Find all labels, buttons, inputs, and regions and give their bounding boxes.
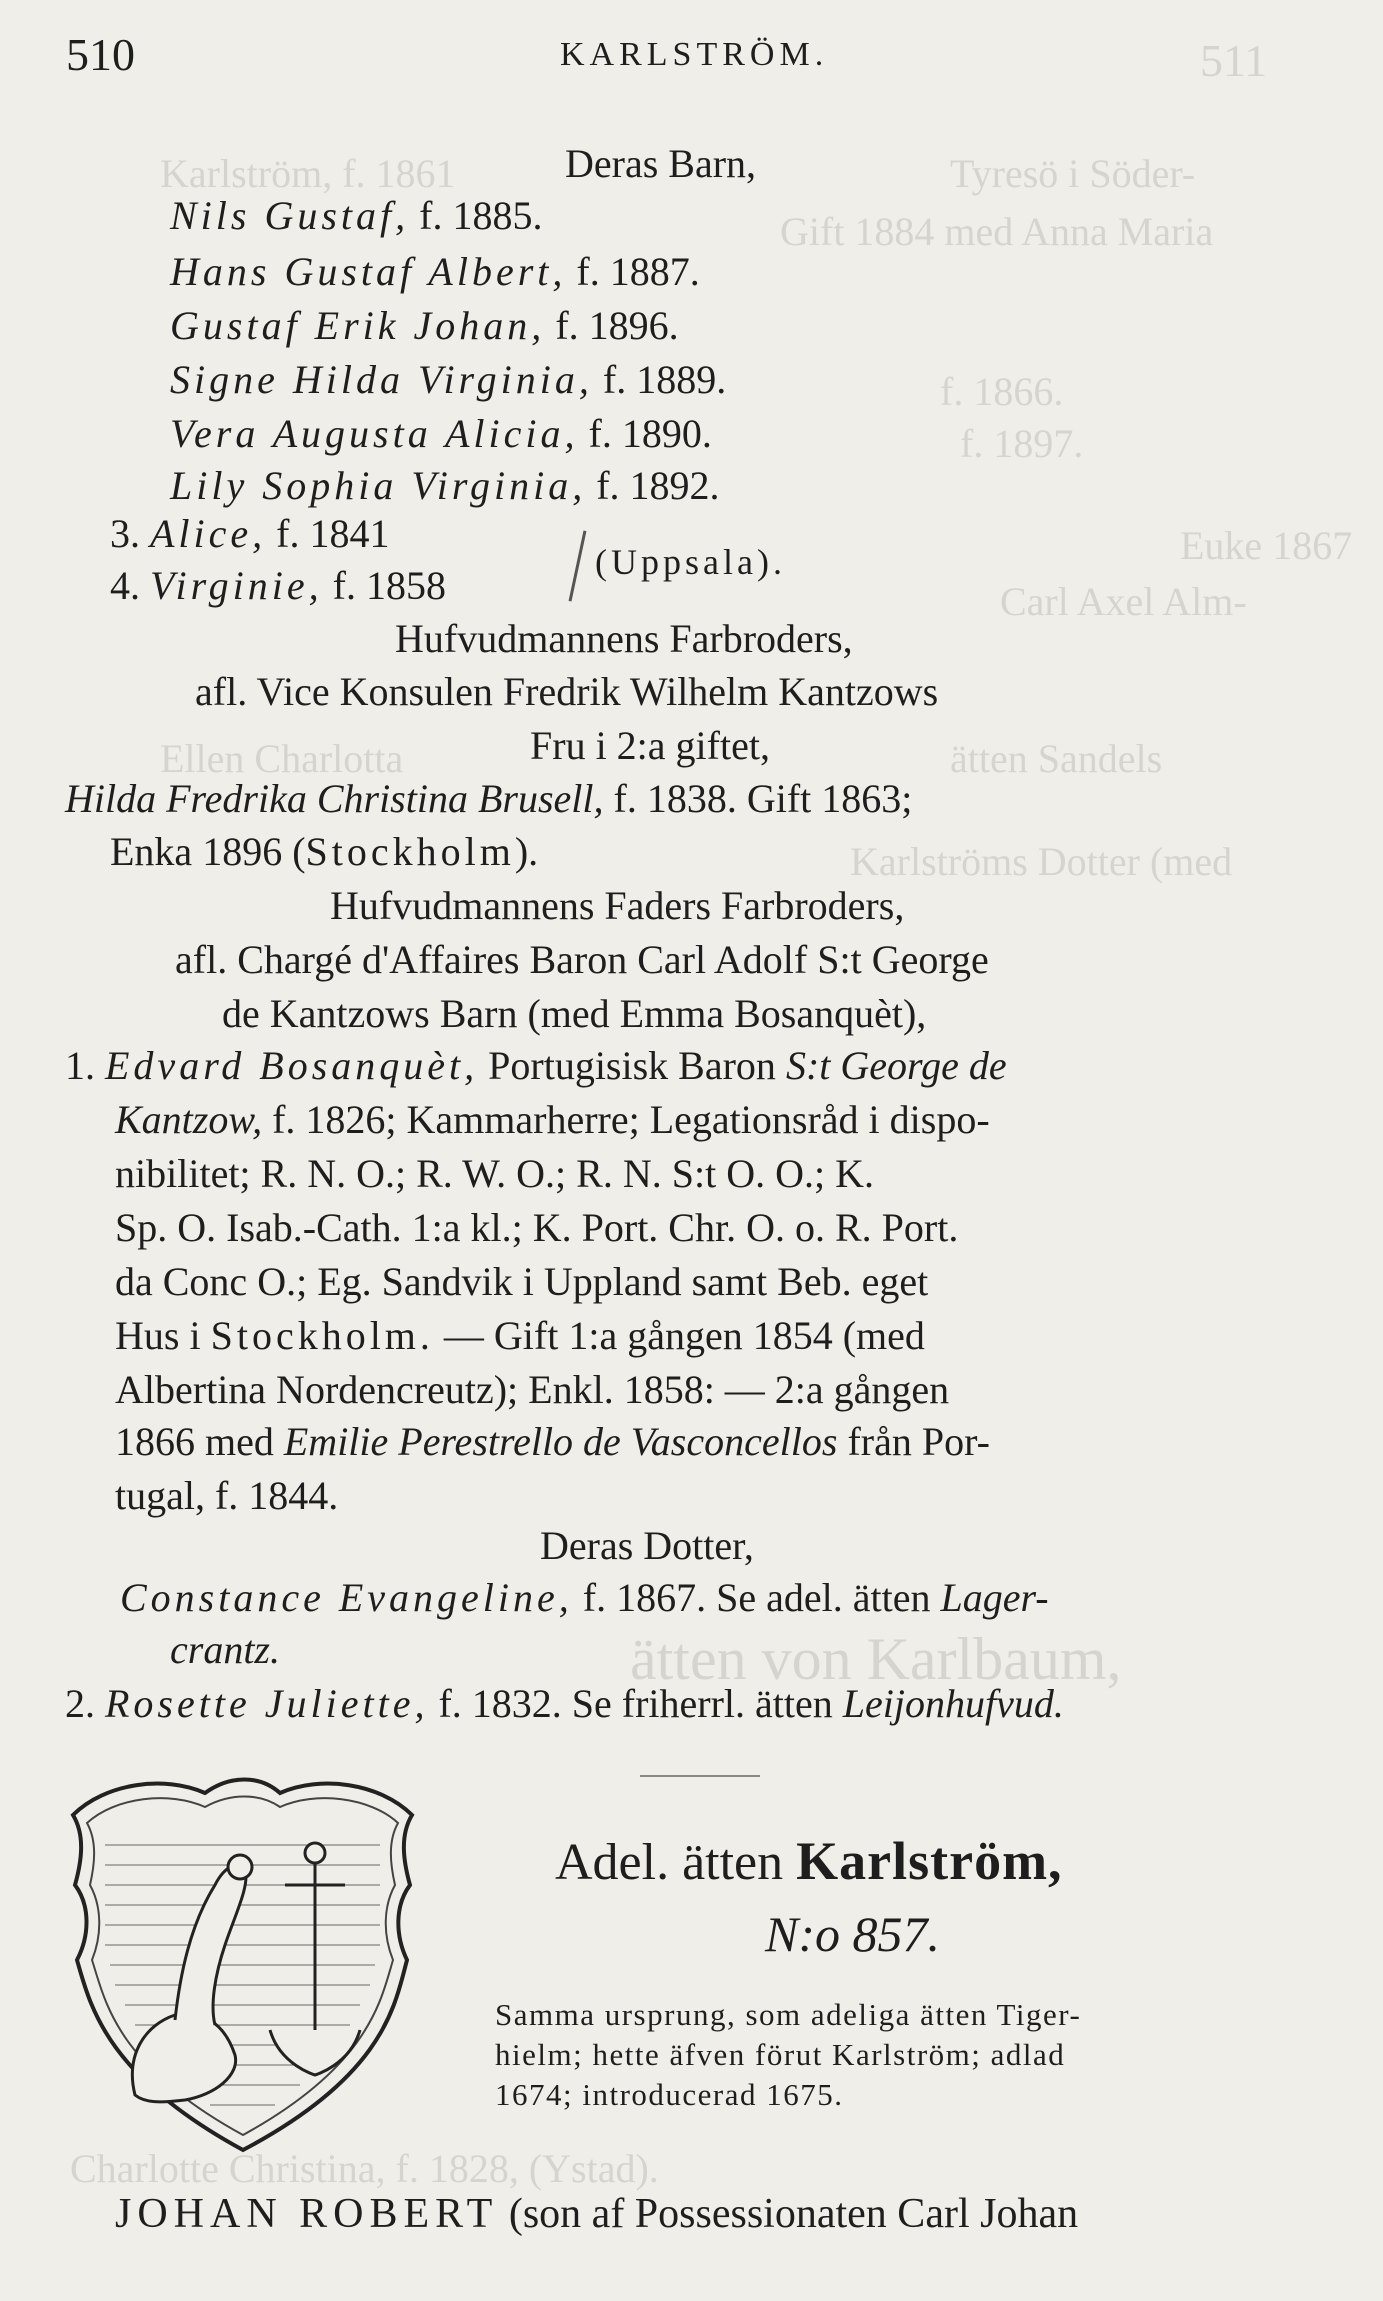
entry-1-line xyxy=(65,1042,1007,1090)
born: f. 1858 xyxy=(332,563,446,608)
brace xyxy=(569,530,587,601)
ghost-line: Euke 1867 xyxy=(1180,523,1353,568)
entry-1-line xyxy=(115,1312,925,1360)
ghost-line: Ellen Charlotta xyxy=(160,736,404,781)
entry-text: — Gift 1:a gången 1854 (med xyxy=(443,1313,925,1358)
entry-text: f. 1867. Se adel. ätten xyxy=(582,1575,931,1620)
entry-1-line: nibilitet; R. N. O.; R. W. O.; R. N. S:t O. O.; K. xyxy=(115,1151,874,1196)
entry-number: 4. xyxy=(110,563,140,608)
ghost-line: f. 1897. xyxy=(960,421,1084,466)
family-name: Karlström, xyxy=(796,1831,1063,1891)
title-italic: Kantzow, xyxy=(115,1097,263,1142)
ghost-line: f. 1866. xyxy=(940,369,1064,414)
child-name: Nils Gustaf, xyxy=(170,193,410,238)
origin-note: Samma ursprung, som adeliga ätten Tiger- xyxy=(495,1997,1082,2032)
origin-note: 1674; introducerad 1675. xyxy=(495,2077,844,2112)
child-entry xyxy=(170,462,720,510)
entry-text: f. 1838. Gift 1863; xyxy=(613,776,913,821)
child-name: Gustaf Erik Johan, xyxy=(170,303,546,348)
ghost-page-number: 511 xyxy=(1200,35,1268,86)
child-born: f. 1890. xyxy=(588,411,712,456)
family-title xyxy=(555,1830,1063,1892)
person-name: Rosette Juliette, xyxy=(105,1681,429,1726)
person-name: Constance Evangeline, xyxy=(120,1575,573,1620)
person-name: Hilda Fredrika Christina Brusell, xyxy=(65,776,604,821)
entry-number: 2. xyxy=(65,1681,95,1726)
child-entry xyxy=(170,356,726,404)
born: f. 1841 xyxy=(276,511,390,556)
daughter-heading: Deras Dotter, xyxy=(540,1523,754,1568)
origin-note: hielm; hette äfven förut Karlström; adlad xyxy=(495,2037,1066,2072)
child-name: Vera Augusta Alicia, xyxy=(170,411,579,456)
entry-text: Enka 1896 ( xyxy=(110,829,306,874)
entry-1-line: Albertina Nordencreutz); Enkl. 1858: — 2:a gången xyxy=(115,1367,950,1412)
person-name: Alice, xyxy=(150,511,267,556)
child-entry xyxy=(170,248,700,296)
running-title: KARLSTRÖM. xyxy=(560,36,829,73)
entry-number: 1. xyxy=(65,1043,95,1088)
child-name: Signe Hilda Virginia, xyxy=(170,357,593,402)
place: Stockholm xyxy=(305,829,515,874)
ghost-line: Tyresö i Söder- xyxy=(950,151,1196,196)
entry-1-line: Sp. O. Isab.-Cath. 1:a kl.; K. Port. Chr. O. o. R. Port. xyxy=(115,1205,959,1250)
entry-text: ). xyxy=(514,829,539,874)
entry-1-line xyxy=(115,1418,990,1466)
heading: afl. Vice Konsulen Fredrik Wilhelm Kantzows xyxy=(195,669,939,714)
entry-text: (son af Possessionaten Carl Johan xyxy=(508,2191,1079,2237)
child-born: f. 1885. xyxy=(419,193,543,238)
family-name: Leijonhufvud. xyxy=(842,1681,1064,1726)
heading: Hufvudmannens Farbroders, xyxy=(395,616,853,661)
entry-text: f. 1832. Se friherrl. ätten xyxy=(438,1681,833,1726)
entry-3 xyxy=(110,510,390,558)
person-name: JOHAN ROBERT xyxy=(115,2191,499,2237)
child-name: Lily Sophia Virginia, xyxy=(170,463,587,508)
title-prefix: Adel. ätten xyxy=(555,1834,784,1891)
ghost-line: Karlströms Dotter (med xyxy=(850,839,1233,884)
entry-2 xyxy=(65,1680,1064,1728)
entry-1-line: tugal, f. 1844. xyxy=(115,1473,339,1518)
children-heading: Deras Barn, xyxy=(565,141,757,186)
heading: Hufvudmannens Faders Farbroders, xyxy=(330,883,905,928)
heading: afl. Chargé d'Affaires Baron Carl Adolf S:t George xyxy=(175,937,989,982)
heading: de Kantzows Barn (med Emma Bosanquèt), xyxy=(222,991,927,1036)
ghost-line: Carl Axel Alm- xyxy=(1000,579,1247,624)
entry-text: 1866 med xyxy=(115,1419,274,1464)
person-name: Edvard Bosanquèt, xyxy=(105,1043,479,1088)
heading: Fru i 2:a giftet, xyxy=(530,723,770,768)
last-entry xyxy=(115,2190,1078,2238)
person-entry xyxy=(65,775,912,823)
family-number: N:o 857. xyxy=(765,1906,940,1962)
child-born: f. 1887. xyxy=(576,249,700,294)
child-born: f. 1896. xyxy=(555,303,679,348)
entry-text: f. 1826; Kammarherre; Legationsråd i dispo- xyxy=(272,1097,990,1142)
ghost-line: ätten von Karlbaum, xyxy=(630,1626,1122,1692)
place: Stockholm. xyxy=(210,1313,434,1358)
entry-text: Hus i xyxy=(115,1313,201,1358)
ghost-line: Gift 1884 med Anna Maria xyxy=(780,209,1214,254)
ghost-line: Karlström, f. 1861 xyxy=(160,151,456,196)
child-born: f. 1892. xyxy=(596,463,720,508)
widow-line xyxy=(110,828,538,876)
entry-text: från Por- xyxy=(847,1419,990,1464)
family-name: Lager- xyxy=(940,1575,1049,1620)
child-entry xyxy=(170,302,679,350)
place-uppsala: (Uppsala). xyxy=(595,542,786,582)
entry-number: 3. xyxy=(110,511,140,556)
title-italic: S:t George de xyxy=(785,1043,1007,1088)
entry-4 xyxy=(110,562,446,610)
family-name: crantz. xyxy=(170,1627,280,1672)
child-born: f. 1889. xyxy=(602,357,727,402)
child-entry xyxy=(170,192,542,240)
daughter-entry xyxy=(120,1574,1049,1622)
entry-1-line: da Conc O.; Eg. Sandvik i Uppland samt Beb. eget xyxy=(115,1259,929,1304)
ghost-line: Charlotte Christina, f. 1828, (Ystad). xyxy=(70,2146,659,2191)
ghost-line: ätten Sandels xyxy=(950,736,1163,781)
person-name: Emilie Perestrello de Vasconcellos xyxy=(283,1419,838,1464)
child-entry xyxy=(170,410,712,458)
person-name: Virginie, xyxy=(150,563,323,608)
entry-text: Portugisisk Baron xyxy=(488,1043,776,1088)
child-name: Hans Gustaf Albert, xyxy=(170,249,567,294)
page-number: 510 xyxy=(66,29,135,80)
section-divider xyxy=(640,1775,760,1777)
coat-of-arms-icon xyxy=(65,1775,420,2155)
entry-1-line xyxy=(115,1096,990,1144)
